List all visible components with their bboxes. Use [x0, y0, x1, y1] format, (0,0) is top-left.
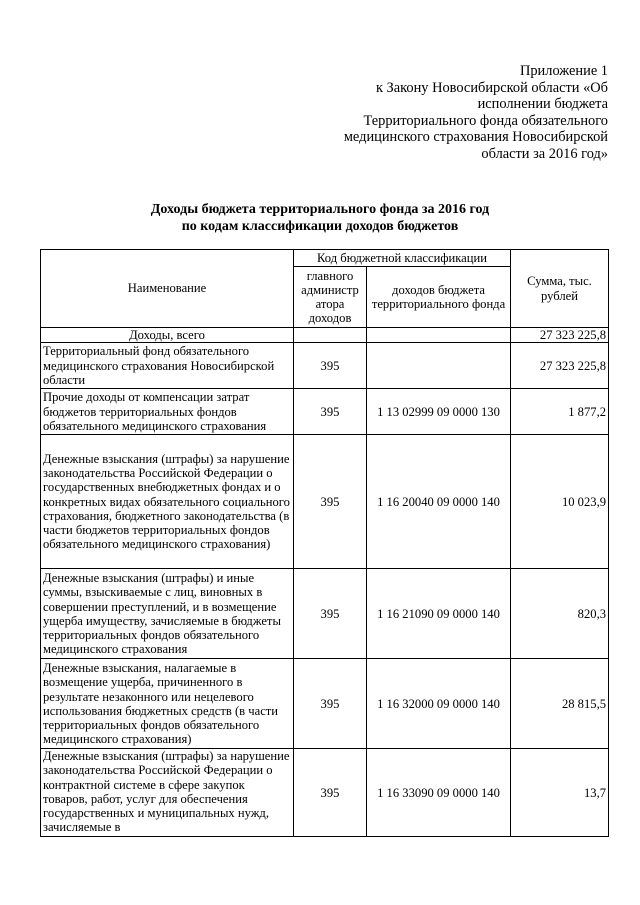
table-row: [41, 389, 609, 435]
table-row: [41, 343, 609, 389]
cell-code: [367, 328, 511, 343]
cell-sum: 820,3: [511, 569, 609, 659]
cell-admin: 395: [294, 749, 367, 837]
document-title: [0, 202, 640, 235]
income-table: [40, 249, 609, 837]
cell-name: Территориальный фонд обязательного медицинского страхования Новосибирской области: [41, 343, 294, 389]
cell-sum: 27 323 225,8: [511, 343, 609, 389]
cell-sum: 27 323 225,8: [511, 328, 609, 343]
cell-admin: 395: [294, 659, 367, 749]
header-code-group: Код бюджетной классификации: [294, 250, 511, 267]
title-line-1: Доходы бюджета территориального фонда за 2016 год: [150, 202, 490, 217]
cell-name: Доходы, всего: [41, 328, 294, 343]
cell-name: Прочие доходы от компенсации затрат бюджетов территориальных фондов обязательного медицинского страхования: [41, 389, 294, 435]
table-row: [41, 569, 609, 659]
cell-admin: 395: [294, 389, 367, 435]
cell-sum: 10 023,9: [511, 435, 609, 569]
title-line-2: по кодам классификации доходов бюджетов: [181, 218, 459, 234]
header-admin: главного администр атора доходов: [294, 267, 367, 328]
cell-name: Денежные взыскания (штрафы) за нарушение законодательства Российской Федерации о государственных внебюджетных фондах и о конкретных видах обязательного социального страхования, бюджетного законодательства (в части бюджетов территориальных фондов обязательного медицинского страхования): [41, 435, 294, 569]
header-income-code: доходов бюджета территориального фонда: [367, 267, 511, 328]
cell-admin: 395: [294, 343, 367, 389]
appendix-line: исполнении бюджета: [477, 96, 608, 113]
table-row: [41, 659, 609, 749]
cell-sum: 28 815,5: [511, 659, 609, 749]
appendix-line: Территориального фонда обязательного: [363, 112, 608, 129]
table-row-total: [41, 328, 609, 343]
cell-code: 1 16 32000 09 0000 140: [367, 659, 511, 749]
cell-admin: [294, 328, 367, 343]
appendix-note: [308, 63, 608, 163]
cell-sum: 1 877,2: [511, 389, 609, 435]
cell-sum: 13,7: [511, 749, 609, 837]
cell-code: 1 16 33090 09 0000 140: [367, 749, 511, 837]
header-sum: Сумма, тыс. рублей: [511, 250, 609, 328]
cell-code: 1 16 21090 09 0000 140: [367, 569, 511, 659]
appendix-line: медицинского страхования Новосибирской: [343, 129, 608, 146]
cell-code: 1 16 20040 09 0000 140: [367, 435, 511, 569]
appendix-line: области за 2016 год»: [481, 145, 608, 162]
cell-admin: 395: [294, 435, 367, 569]
header-name: Наименование: [41, 250, 294, 328]
cell-name: Денежные взыскания (штрафы) и иные суммы, взыскиваемые с лиц, виновных в совершении преступлений, и в возмещение ущерба имуществу, зачисляемые в бюджеты территориальных фондов обязательного медицинского страхования: [41, 569, 294, 659]
cell-name: Денежные взыскания, налагаемые в возмещение ущерба, причиненного в результате незаконного или нецелевого использования бюджетных средств (в части территориальных фондов обязательного медицинского страхования): [41, 659, 294, 749]
cell-name: Денежные взыскания (штрафы) за нарушение законодательства Российской Федерации о контрактной системе в сфере закупок товаров, работ, услуг для обеспечения государственных и муниципальных нужд, зачисляемые в: [41, 749, 294, 837]
cell-code: 1 13 02999 09 0000 130: [367, 389, 511, 435]
appendix-line: к Закону Новосибирской области «Об: [375, 79, 608, 96]
table-row: [41, 435, 609, 569]
cell-code: [367, 343, 511, 389]
appendix-line: Приложение 1: [519, 63, 608, 79]
cell-admin: 395: [294, 569, 367, 659]
table-row: [41, 749, 609, 837]
